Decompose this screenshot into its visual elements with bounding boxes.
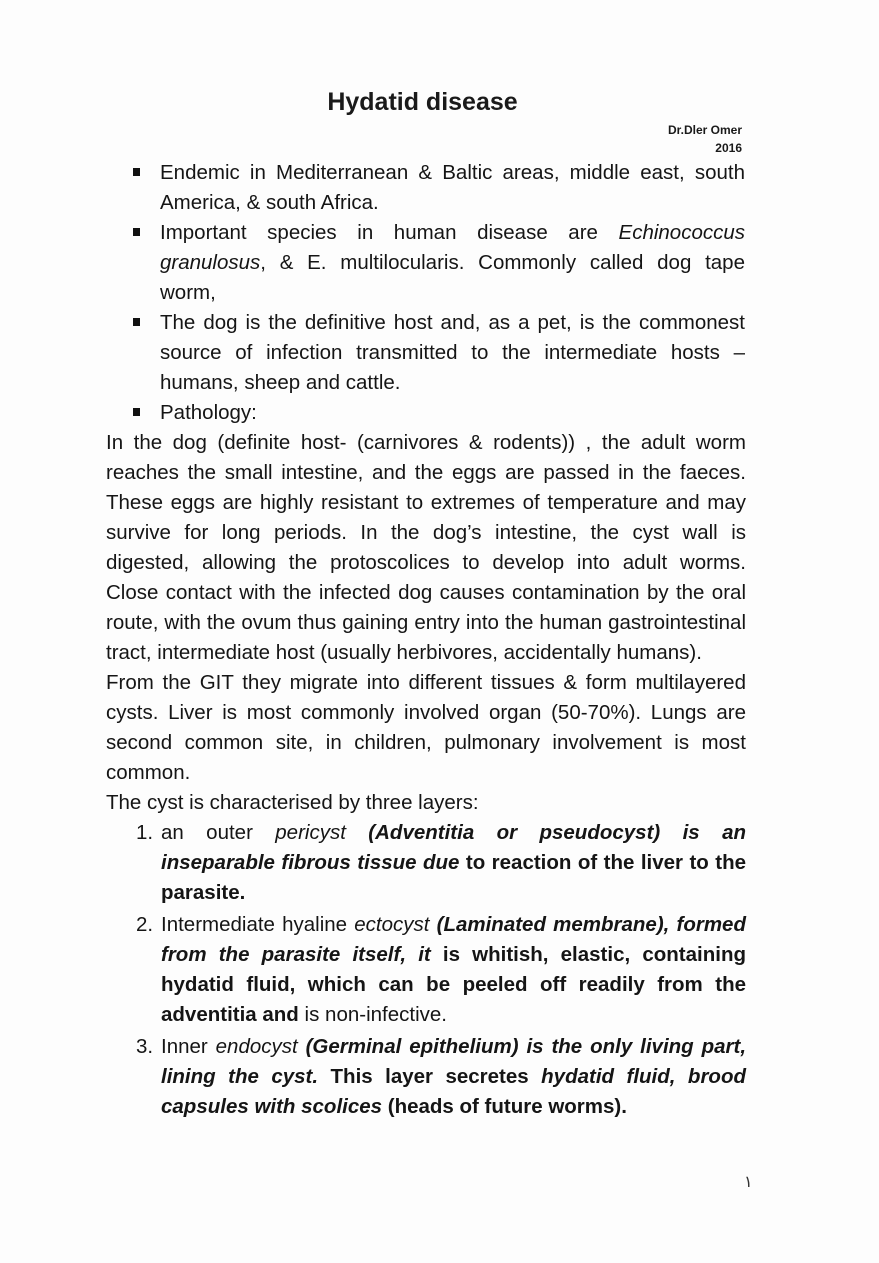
bullet-list: [133, 158, 745, 428]
bullet-text-part: , & E. multilocularis. Commonly called dog tape worm,: [160, 251, 745, 304]
bullet-item: [133, 308, 745, 398]
layer-text-bold-italic: (Germinal epithelium) is the only living part, lining the cyst.: [161, 1035, 747, 1088]
square-bullet-icon: [133, 408, 140, 416]
layer-term: endocyst: [215, 1035, 298, 1058]
square-bullet-icon: [133, 168, 140, 176]
bullet-text: Pathology:: [160, 401, 257, 424]
layer-term: pericyst: [275, 821, 346, 844]
body-paragraphs: [106, 428, 746, 1122]
layer-item: [136, 910, 746, 1030]
layer-text: an outer: [161, 821, 276, 844]
page-number: ١: [744, 1174, 753, 1191]
layer-text: Inner: [161, 1035, 216, 1058]
bullet-item: [133, 158, 745, 218]
layer-item: [136, 1032, 746, 1122]
bullet-text-part: Important species in human disease are: [160, 221, 619, 244]
layer-text: is non-infective.: [298, 1003, 447, 1026]
bullet-item: [133, 398, 745, 428]
cyst-layers-list: [106, 818, 746, 1122]
layers-intro: The cyst is characterised by three layers:: [106, 791, 479, 814]
layer-text-bold: to reaction of the liver to the parasite.: [161, 851, 746, 904]
layer-text-bold: is whitish, elastic, containing hydatid fluid, which can be peeled off readily from the adventitia and: [161, 943, 746, 1026]
layer-text-bold: This layer secretes: [318, 1065, 542, 1088]
bullet-text: The dog is the definitive host and, as a pet, is the commonest source of infection transmitted to the intermediate hosts – humans, sheep and cattle.: [160, 311, 745, 394]
layer-text: Intermediate hyaline: [161, 913, 355, 936]
author-block: [668, 121, 742, 157]
layer-number: 3.: [136, 1035, 154, 1058]
layer-text-bold-italic: (Laminated membrane), formed from the parasite itself, it: [161, 913, 746, 966]
bullet-text: Endemic in Mediterranean & Baltic areas, middle east, south America, & south Africa.: [160, 161, 745, 214]
author-year: 2016: [715, 141, 742, 155]
author-name: Dr.Dler Omer: [667, 123, 742, 137]
pathology-paragraph: In the dog (definite host- (carnivores & rodents)) , the adult worm reaches the small intestine, and the eggs are passed in the faeces. These eggs are highly resistant to extremes of temperature and may survive for long periods. In the dog’s intestine, the cyst wall is digested, allowing the protoscolices to develop into adult worms. Close contact with the infected dog causes contamination by the oral route, with the ovum thus gaining entry into the human gastrointestinal tract, intermediate host (usually herbivores, accidentally humans).: [106, 431, 746, 664]
bullet-item: [133, 218, 745, 308]
layer-number: 2.: [136, 913, 154, 936]
layer-text-bold-italic: hydatid fluid, brood capsules with scolices: [161, 1065, 746, 1118]
layer-text-bold-italic: (Adventitia or pseudocyst) is an inseparable fibrous tissue due: [161, 821, 746, 874]
square-bullet-icon: [133, 228, 140, 236]
square-bullet-icon: [133, 318, 140, 326]
migration-paragraph: From the GIT they migrate into different tissues & form multilayered cysts. Liver is most commonly involved organ (50-70%). Lungs are second common site, in children, pulmonary involvement is most common.: [106, 671, 746, 784]
species-name: Echinococcus granulosus: [160, 221, 745, 274]
layer-item: [136, 818, 746, 908]
layer-number: 1.: [136, 821, 154, 844]
layer-term: ectocyst: [354, 913, 430, 936]
document-title: Hydatid disease: [327, 88, 518, 116]
layer-text-bold: (heads of future worms).: [382, 1095, 627, 1118]
